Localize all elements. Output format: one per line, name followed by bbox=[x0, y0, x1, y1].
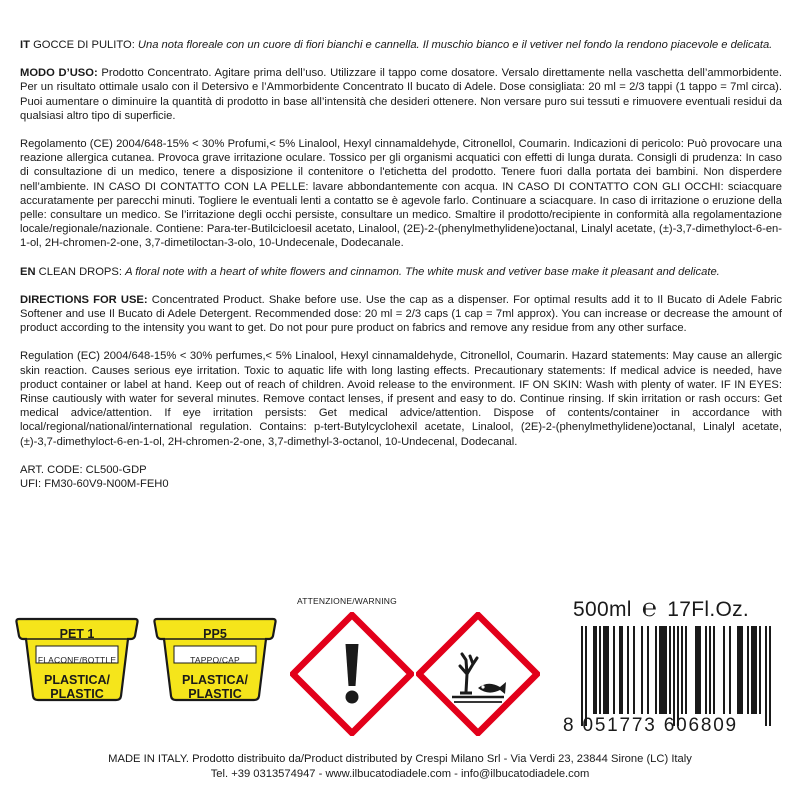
barcode-bar bbox=[603, 626, 605, 714]
barcode-bar bbox=[669, 626, 671, 714]
en-directions-text: Concentrated Product. Shake before use. Use the cap as a dispenser. For optimal results add it to Il Bucato di Adele Fabric Softener and use Il Bucato di Adele Detergent. Recommended dose: 20 ml = 2/3 caps (1 cap = 7ml approx). You can increase or decrease the amount of product according to the intensity you want to get. Do not pour pure product on fabrics and remove any residue from any other surface. bbox=[20, 293, 783, 335]
barcode-bar bbox=[769, 626, 771, 726]
barcode-bar bbox=[765, 626, 767, 726]
barcode-bar bbox=[705, 626, 707, 714]
art-code: ART. CODE: CL500-GDP bbox=[20, 463, 147, 476]
barcode-bar bbox=[709, 626, 711, 714]
barcode-bar bbox=[681, 626, 683, 714]
barcode-bar bbox=[747, 626, 749, 714]
barcode-bar bbox=[665, 626, 667, 714]
en-lang-code: EN bbox=[20, 265, 36, 278]
barcode-bar bbox=[661, 626, 663, 714]
barcode-bar bbox=[685, 626, 687, 714]
barcode-bar bbox=[753, 626, 755, 714]
barcode-bar bbox=[607, 626, 609, 714]
en-product-name: CLEAN DROPS: bbox=[38, 265, 122, 278]
en-directions-title: DIRECTIONS FOR USE: bbox=[20, 293, 148, 306]
bin-material-code: PET 1 bbox=[59, 627, 95, 641]
it-directions-title: MODO D’USO: bbox=[20, 67, 98, 80]
barcode-bar bbox=[599, 626, 601, 714]
barcode-bar bbox=[621, 626, 623, 714]
barcode-bar bbox=[729, 626, 731, 714]
bin-component: FLACONE/BOTTLE bbox=[37, 655, 117, 665]
barcode-bar bbox=[641, 626, 643, 714]
barcode-bar bbox=[759, 626, 761, 714]
barcode-bar bbox=[677, 626, 679, 726]
barcode-bar bbox=[613, 626, 615, 714]
warning-label: ATTENZIONE/WARNING bbox=[297, 596, 397, 606]
bin-material-line1: PLASTICA/ bbox=[182, 673, 248, 687]
recycling-bin-bottle bbox=[12, 612, 142, 702]
recycling-bin-cap bbox=[150, 612, 280, 702]
footer-contact-line: Tel. +39 0313574947 - www.ilbucatodiadele.com - info@ilbucatodiadele.com bbox=[210, 768, 590, 780]
volume-floz: 17Fl.Oz. bbox=[667, 598, 750, 621]
it-directions-text: Prodotto Concentrato. Agitare prima dell’uso. Utilizzare il tappo come dosatore. Versalo direttamente nella vaschetta dell’ammorbidente. Per un risultato ottimale usalo con il Detersivo e l’Ammorbidente Concentrato Il bucato di Adele. Dose consigliata: 20 ml = 2/3 tappi (1 tappo = 7ml circa). Puoi aumentare o diminuire la quantità di prodotto in base all’intensità che desideri ottenere. Non versare puro sui tessuti e rimuovere eventuali residui da qualsiasi altro tipo di superficie. bbox=[20, 67, 782, 122]
barcode-bar bbox=[627, 626, 629, 714]
en-regulation-paragraph: Regulation (EC) 2004/648-15% < 30% perfumes,< 5% Linalool, Hexyl cinnamaldehyde, Citronellol, Coumarin. Hazard statements: May cause an allergic skin reaction. Causes serious eye irritation. Toxic to aquatic life with long lasting effects. Precautionary statements: If medical advice is needed, have product container or label at hand. Keep out of reach of children. Avoid release to the environment. IF ON SKIN: Wash with plenty of water. IF IN EYES: Rinse cautiously with water for several minutes. Remove contact lenses, if present and easy to do. Continue rinsing. If skin irritation or rash occurs: Get medical advice/attention. If eye irritation persists: Get medical advice/attention. Dispose of contents/container in accordance with local/regional/national/international regulation. Contains: p-tert-Butylcyclohexil acetate, Linalool, (2E)-2-(phenylmethylidene)octanal, Linalyl acetate, (±)-3,7-dimethyloct-6-en-1-ol, 2H-chromen-2-one, 3,7-dimethyl-3-octanol, 10-Undecenal, Dodecanal. bbox=[20, 350, 782, 448]
barcode-bar bbox=[737, 626, 739, 714]
volume-ml: 500ml bbox=[573, 598, 632, 621]
estimated-sign-icon: ℮ bbox=[641, 594, 658, 622]
bin-material-line1: PLASTICA/ bbox=[44, 673, 110, 687]
barcode-bars bbox=[575, 626, 779, 726]
barcode-bar bbox=[655, 626, 657, 714]
barcode-bar bbox=[581, 626, 583, 726]
bin-material-code: PP5 bbox=[203, 627, 227, 641]
environment-hazard-icon bbox=[416, 612, 540, 736]
it-tagline-paragraph bbox=[20, 38, 782, 52]
label-text-area bbox=[20, 38, 782, 491]
barcode-bar bbox=[585, 626, 587, 726]
footer bbox=[0, 752, 800, 782]
bin-component: TAPPO/CAP bbox=[190, 655, 240, 665]
bin-material bbox=[12, 673, 142, 701]
ufi-code: UFI: FM30-60V9-N00M-FEH0 bbox=[20, 478, 169, 491]
barcode-bar bbox=[697, 626, 699, 714]
barcode-bar bbox=[713, 626, 715, 714]
ghs-exclamation-pictogram bbox=[290, 612, 414, 741]
en-directions-paragraph bbox=[20, 293, 782, 336]
barcode-bar bbox=[699, 626, 701, 714]
barcode-bar bbox=[755, 626, 757, 714]
it-regulation-paragraph: Regolamento (CE) 2004/648-15% < 30% Profumi,< 5% Linalool, Hexyl cinnamaldehyde, Citronellol, Coumarin. Indicazioni di pericolo: Può provocare una reazione allergica cutanea. Provoca grave irritazione oculare. Tossico per gli organismi acquatici con effetti di lunga durata. Consigli di prudenza: In caso di consultazione di un medico, tenere a disposizione il contenitore o l'etichetta del prodotto. Tenere fuori dalla portata dei bambini. Non disperdere nell’ambiente. IN CASO DI CONTATTO CON LA PELLE: lavare abbondantemente con acqua. IN CASO DI CONTATTO CON GLI OCCHI: sciacquare accuratamente per parecchi minuti. Togliere le eventuali lenti a contatto se è agevole farlo. Continuare a sciacquare. In caso di irritazione o eruzione della pelle: consultare un medico. Se l’irritazione degli occhi persiste, consultare un medico. Smaltire il prodotto/recipiente in conformità alla regolamentazione locale/regionale/nazionale. Contiene: Para-ter-Butilcicloesil acetato, Linalool, (2E)-2-(phenylmethylidene)octanal, Linalyl acetate, (±)-3,7-dimethyloct-6-en-1-ol, 2H-chromen-2-one, 3,7-dimetiloctan-3-olo, 10-Undecenale, Dodecanale. bbox=[20, 138, 782, 250]
en-tagline: A floral note with a heart of white flowers and cinnamon. The white musk and vetiver base make it pleasant and delicate. bbox=[125, 265, 720, 278]
barcode-bar bbox=[593, 626, 595, 714]
barcode-bar bbox=[663, 626, 665, 714]
barcode-bar bbox=[647, 626, 649, 714]
it-tagline: Una nota floreale con un cuore di fiori bianchi e cannella. Il muschio bianco e il vetiver nel fondo la rendono piacevole e delicata. bbox=[137, 39, 773, 51]
barcode-bar bbox=[723, 626, 725, 714]
barcode-bar bbox=[633, 626, 635, 714]
barcode-bar bbox=[739, 626, 741, 714]
barcode-bar bbox=[659, 626, 661, 714]
exclamation-mark-icon bbox=[290, 612, 414, 736]
barcode-bar bbox=[605, 626, 607, 714]
bin-material bbox=[150, 673, 280, 701]
barcode-bar bbox=[595, 626, 597, 714]
barcode-digits: 8 051773 606809 bbox=[563, 715, 738, 736]
barcode-bar bbox=[751, 626, 753, 714]
barcode-bar bbox=[619, 626, 621, 714]
it-lang-code: IT bbox=[20, 39, 30, 51]
barcode-bar bbox=[741, 626, 743, 714]
en-tagline-paragraph bbox=[20, 265, 782, 279]
it-product-name: GOCCE DI PULITO: bbox=[33, 39, 135, 51]
barcode-bar bbox=[695, 626, 697, 714]
bin-material-line2: PLASTIC bbox=[50, 687, 104, 701]
it-directions-paragraph bbox=[20, 66, 782, 123]
barcode-bar bbox=[673, 626, 675, 726]
bin-material-line2: PLASTIC bbox=[188, 687, 242, 701]
ghs-environment-pictogram bbox=[416, 612, 540, 741]
net-volume bbox=[573, 594, 749, 623]
footer-distributor-line: MADE IN ITALY. Prodotto distribuito da/Product distributed by Crespi Milano Srl - Via Verdi 23, 23844 Sirone (LC) Italy bbox=[108, 753, 692, 765]
